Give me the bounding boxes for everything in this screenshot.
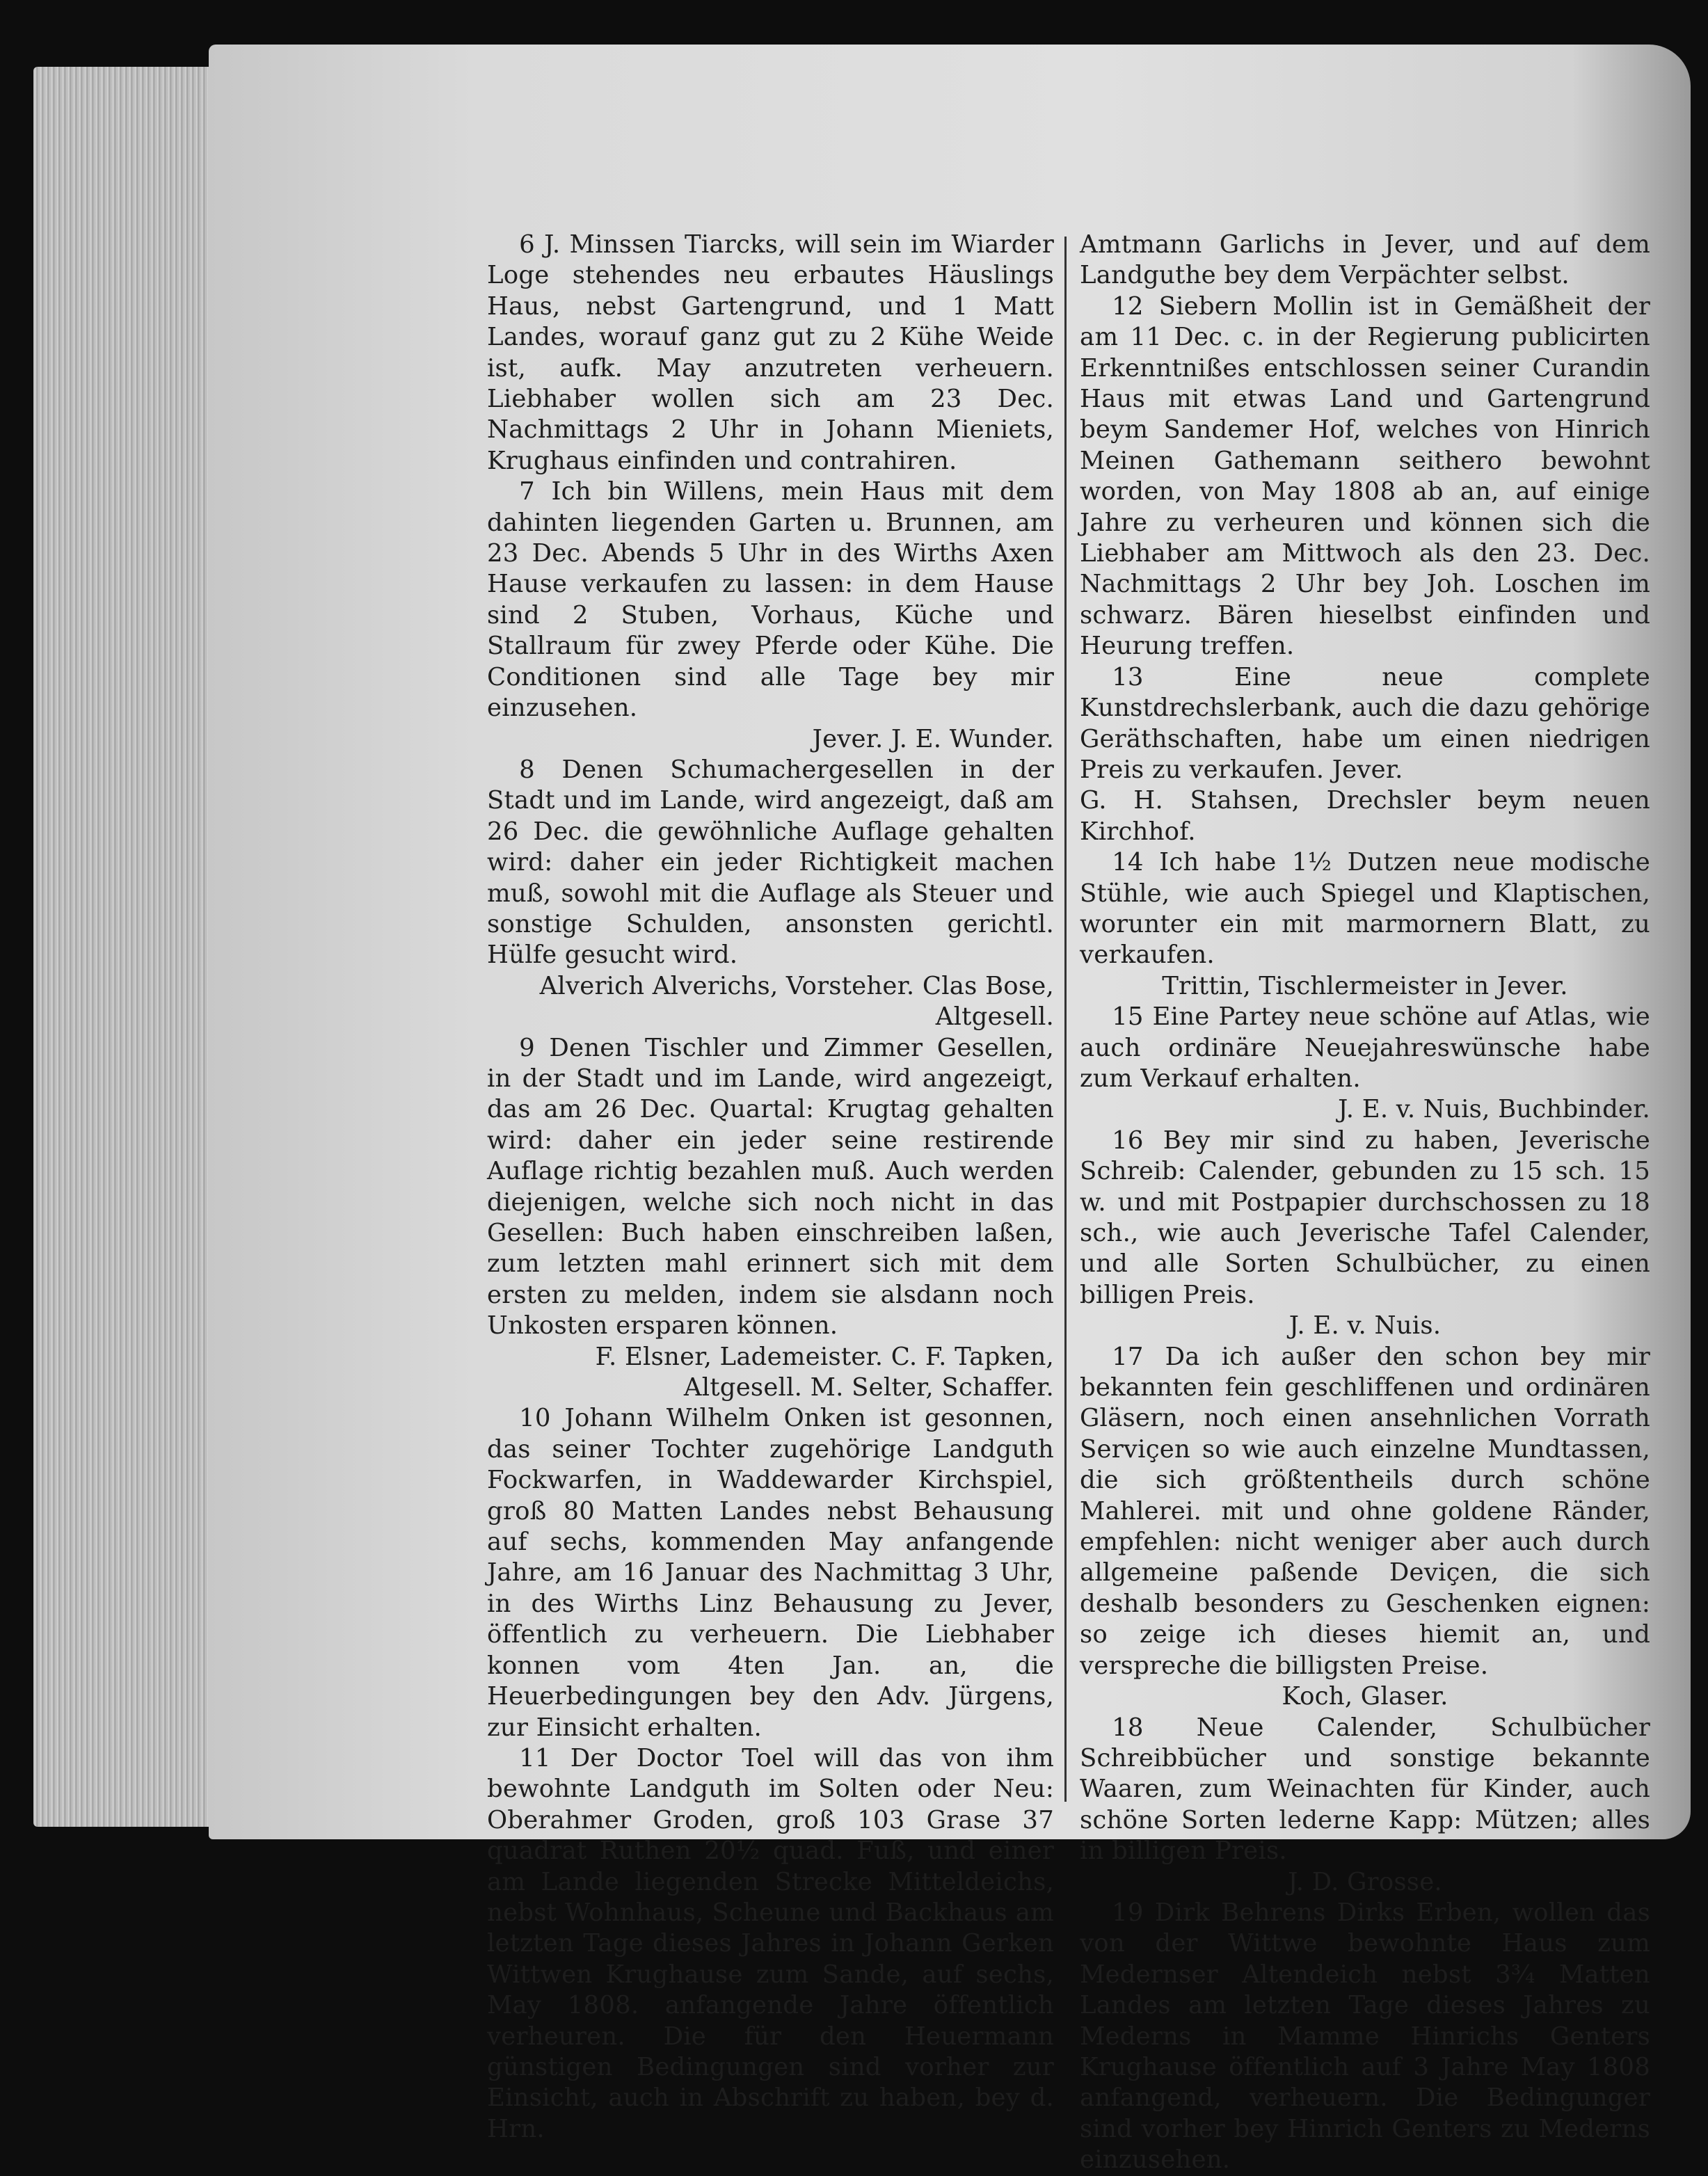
notice-18: 18 Neue Calender, Schulbücher Schreibbücher und sonstige bekannte Waaren, zum Weinachten für Kinder, auch schöne Sorten lederne Kapp: Mützen; alles in billigen Preis. [1080,1713,1650,1866]
notice-13-signature: G. H. Stahsen, Drechsler beym neuen Kirchhof. [1080,786,1650,846]
notice-8: 8 Denen Schumachergesellen in der Stadt und im Lande, wird angezeigt, daß am 26 Dec. die gewöhnliche Auflage gehalten wird: daher ein jeder Richtigkeit machen muß, sowohl mit die Auflage als Steuer und sonstige Schulden, ansonsten gerichtl. Hülfe gesucht wird. [487,755,1054,970]
notice-16: 16 Bey mir sind zu haben, Jeverische Schreib: Calender, gebunden zu 15 sch. 15 w. und mit Postpapier durchschossen zu 18 sch., wie auch Jeverische Tafel Calender, und alle Sorten Schulbücher, zu einen billigen Preis. [1080,1126,1650,1309]
notice-11-continued: Amtmann Garlichs in Jever, und auf dem Landguthe bey dem Verpächter selbst. [1080,230,1650,290]
notice-9: 9 Denen Tischler und Zimmer Gesellen, in der Stadt und im Lande, wird angezeigt, das am 26 Dec. Quartal: Krugtag gehalten wird: daher ein jeder seine restirende Auflage richtig bezahlen muß. Auch werden diejenigen, welche sich noch nicht in das Gesellen: Buch haben einschreiben laßen, zum letzten mahl erinnert sich mit dem ersten zu melden, indem sie alsdann noch Unkosten ersparen können. [487,1033,1054,1341]
notice-19: 19 Dirk Behrens Dirks Erben, wollen das von der Wittwe bewohnte Haus zum Medernser Altendeich nebst 3¾ Matten Landes am letzten Tage dieses Jahres zu Mederns in Mamme Hinrichs Genters Krughause öffentlich auf 3 Jahre May 1808 anfangend, verheuern. Die Bedingunger sind vorher bey Hinrich Genters zu Mederns einzusehen. [1080,1898,1650,2175]
notice-6: 6 J. Minssen Tiarcks, will sein im Wiarder Loge stehendes neu erbautes Häuslings Haus, nebst Gartengrund, und 1 Matt Landes, worauf ganz gut zu 2 Kühe Weide ist, aufk. May anzutreten verheuern. Liebhaber wollen sich am 23 Dec. Nachmittags 2 Uhr in Johann Mieniets, Krughaus einfinden und contrahiren. [487,230,1054,475]
left-column [487,230,1054,2145]
notice-14-signature: Trittin, Tischlermeister in Jever. [1162,971,1568,1000]
notice-7: 7 Ich bin Willens, mein Haus mit dem dahinten liegenden Garten u. Brunnen, am 23 Dec. Abends 5 Uhr in des Wirths Axen Hause verkaufen zu lassen: in dem Hause sind 2 Stuben, Vorhaus, Küche und Stallraum für zwey Pferde oder Kühe. Die Conditionen sind alle Tage bey mir einzusehen. [487,477,1054,723]
notice-12: 12 Siebern Mollin ist in Gemäßheit der am 11 Dec. c. in der Regierung publicirten Erkenntnißes entschlossen seiner Curandin Haus mit etwas Land und Gartengrund beym Sandemer Hof, welches von Hinrich Meinen Gathemann seithero bewohnt worden, von May 1808 ab an, auf einige Jahre zu verheuren und können sich die Liebhaber am Mittwoch als den 23. Dec. Nachmittags 2 Uhr bey Joh. Loschen im schwarz. Bären hieselbst einfinden und Heurung treffen. [1080,291,1650,661]
notice-9-signature: F. Elsner, Lademeister. C. F. Tapken, Altgesell. M. Selter, Schaffer. [595,1342,1054,1402]
column-divider [1064,237,1067,1802]
notice-16-signature: J. E. v. Nuis. [1288,1311,1442,1341]
notice-15: 15 Eine Partey neue schöne auf Atlas, wie auch ordinäre Neuejahreswünsche habe zum Verkauf erhalten. [1080,1002,1650,1093]
right-column [1080,230,1650,2176]
notice-7-signature: Jever. J. E. Wunder. [812,724,1054,753]
notice-17: 17 Da ich außer den schon bey mir bekannten fein geschliffenen und ordinären Gläsern, noch einen ansehnlichen Vorrath Serviçen so wie auch einzelne Mundtassen, die sich größtentheils durch schöne Mahlerei. mit und ohne goldene Ränder, empfehlen: nicht weniger aber auch durch allgemeine paßende Deviçen, die sich deshalb besonders zu Geschenken eignen: so zeige ich dieses hiemit an, und verspreche die billigsten Preise. [1080,1342,1650,1680]
notice-10: 10 Johann Wilhelm Onken ist gesonnen, das seiner Tochter zugehörige Landguth Fockwarfen, in Waddewarder Kirchspiel, groß 80 Matten Landes nebst Behausung auf sechs, kommenden May anfangende Jahre, am 16 Januar des Nachmittag 3 Uhr, in des Wirths Linz Behausung zu Jever, öffentlich zu verheuern. Die Liebhaber konnen vom 4ten Jan. an, die Heuerbedingungen bey den Adv. Jürgens, zur Einsicht erhalten. [487,1404,1054,1742]
notice-8-signature: Alverich Alverichs, Vorsteher. Clas Bose, Altgesell. [539,971,1054,1032]
notice-11: 11 Der Doctor Toel will das von ihm bewohnte Landguth im Solten oder Neu: Oberahmer Groden, groß 103 Grase 37 quadrat Ruthen 20½ quad. Fuß, und einer am Lande liegenden Strecke Mitteldeichs, nebst Wohnhaus, Scheune und Backhaus am letzten Tage dieses Jahres in Johann Gerken Wittwen Krughause zum Sande, auf sechs, May 1808. anfangende Jahre öffentlich verheuren. Die für den Heuermann günstigen Bedingungen sind vorher zur Einsicht, auch in Abschrift zu haben, bey d. Hrn. [487,1743,1054,2143]
notice-13: 13 Eine neue complete Kunstdrechslerbank, auch die dazu gehörige Geräthschaften, habe um einen niedrigen Preis zu verkaufen. Jever. [1080,662,1650,784]
notice-17-signature: Koch, Glaser. [1282,1682,1448,1711]
notice-18-signature: J. D. Grosse. [1288,1867,1442,1896]
notice-15-signature: J. E. v. Nuis, Buchbinder. [1338,1095,1650,1124]
notice-14: 14 Ich habe 1½ Dutzen neue modische Stühle, wie auch Spiegel und Klaptischen, worunter ein mit marmornern Blatt, zu verkaufen. [1080,848,1650,970]
